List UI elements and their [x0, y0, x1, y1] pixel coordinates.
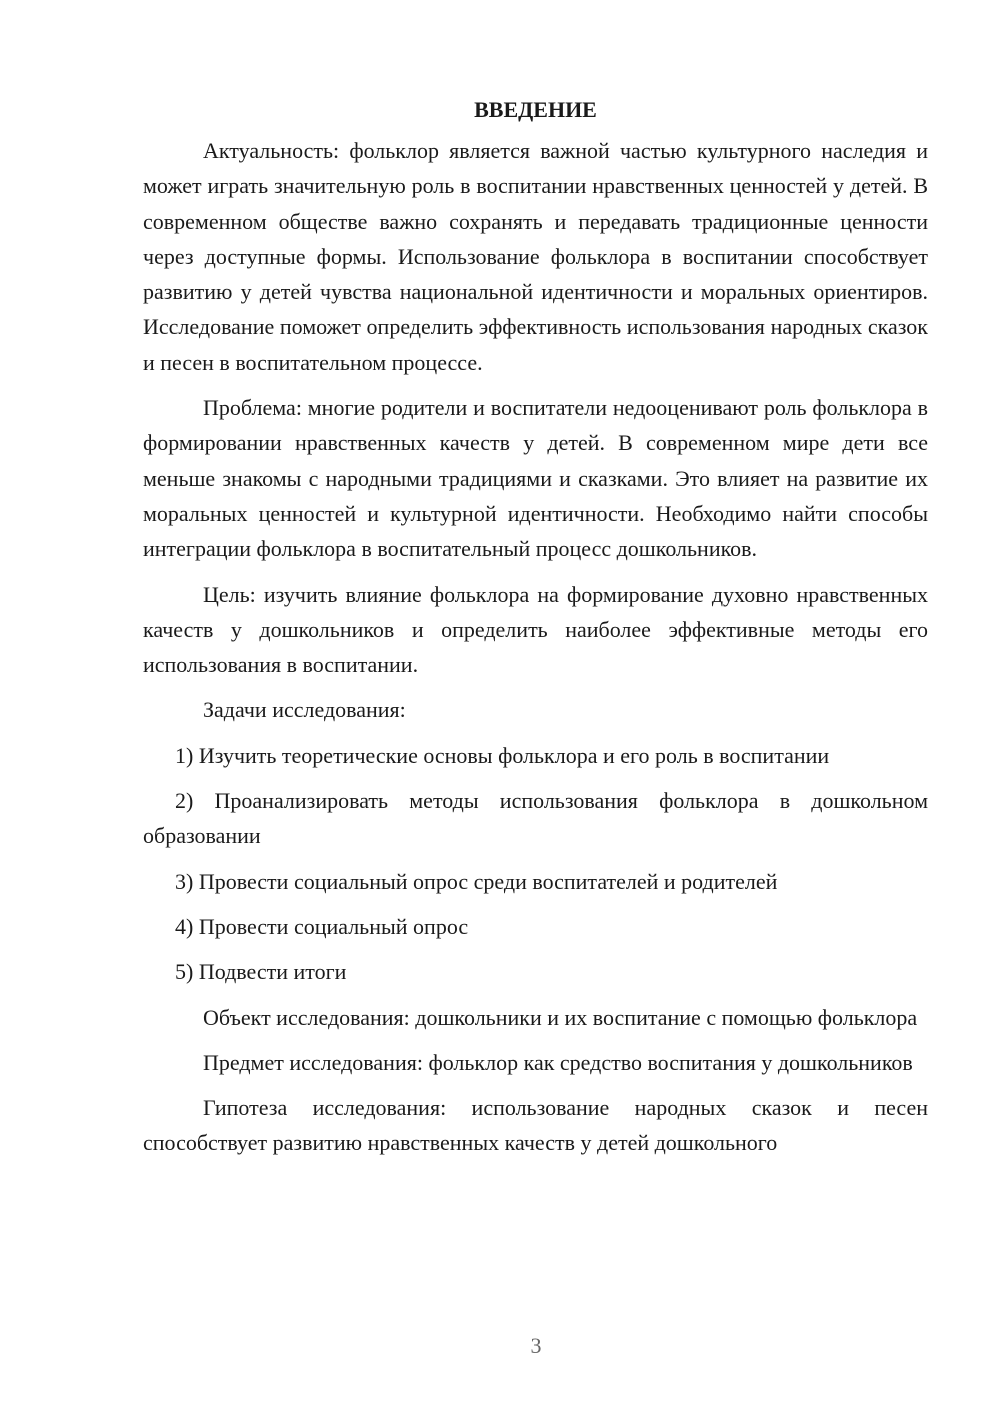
tasks-heading: Задачи исследования:: [203, 697, 406, 723]
task-item-5: 5) Подвести итоги: [175, 959, 347, 985]
page-title: ВВЕДЕНИЕ: [474, 97, 597, 122]
paragraph-goal: Цель: изучить влияние фольклора на формирование духовно нравственных качеств у дошкольников и определить наиболее эффективные методы его использования в воспитании.: [143, 581, 928, 678]
paragraph-object: Объект исследования: дошкольники и их воспитание с помощью фольклора: [203, 1004, 918, 1030]
paragraph-subject: Предмет исследования: фольклор как средство воспитания у дошкольников: [203, 1049, 913, 1075]
task-item-4: 4) Провести социальный опрос: [175, 913, 469, 939]
paragraph-hypothesis: Гипотеза исследования: использование народных сказок и песен способствует развитию нравственных качеств у детей дошкольного: [143, 1095, 928, 1156]
paragraph-relevance: Актуальность: фольклор является важной частью культурного наследия и может играть значительную роль в воспитании нравственных ценностей у детей. В современном обществе важно сохранять и передавать традиционные ценности через доступные формы. Использование фольклора в воспитании способствует развитию у детей чувства национальной идентичности и моральных ориентиров. Исследование поможет определить эффективность использования народных сказок и песен в воспитательном процессе.: [143, 138, 928, 375]
page-number: 3: [530, 1333, 542, 1358]
document-page: [143, 92, 928, 1171]
task-item-3: 3) Провести социальный опрос среди воспитателей и родителей: [175, 868, 778, 894]
paragraph-problem: Проблема: многие родители и воспитатели недооценивают роль фольклора в формировании нравственных качеств у детей. В современном мире дети все меньше знакомы с народными традициями и сказками. Это влияет на развитие их моральных ценностей и культурной идентичности. Необходимо найти способы интеграции фольклора в воспитательный процесс дошкольников.: [143, 395, 928, 562]
task-item-1: 1) Изучить теоретические основы фольклора и его роль в воспитании: [175, 742, 830, 768]
task-item-2: 2) Проанализировать методы использования фольклора в дошкольном образовании: [143, 788, 928, 849]
